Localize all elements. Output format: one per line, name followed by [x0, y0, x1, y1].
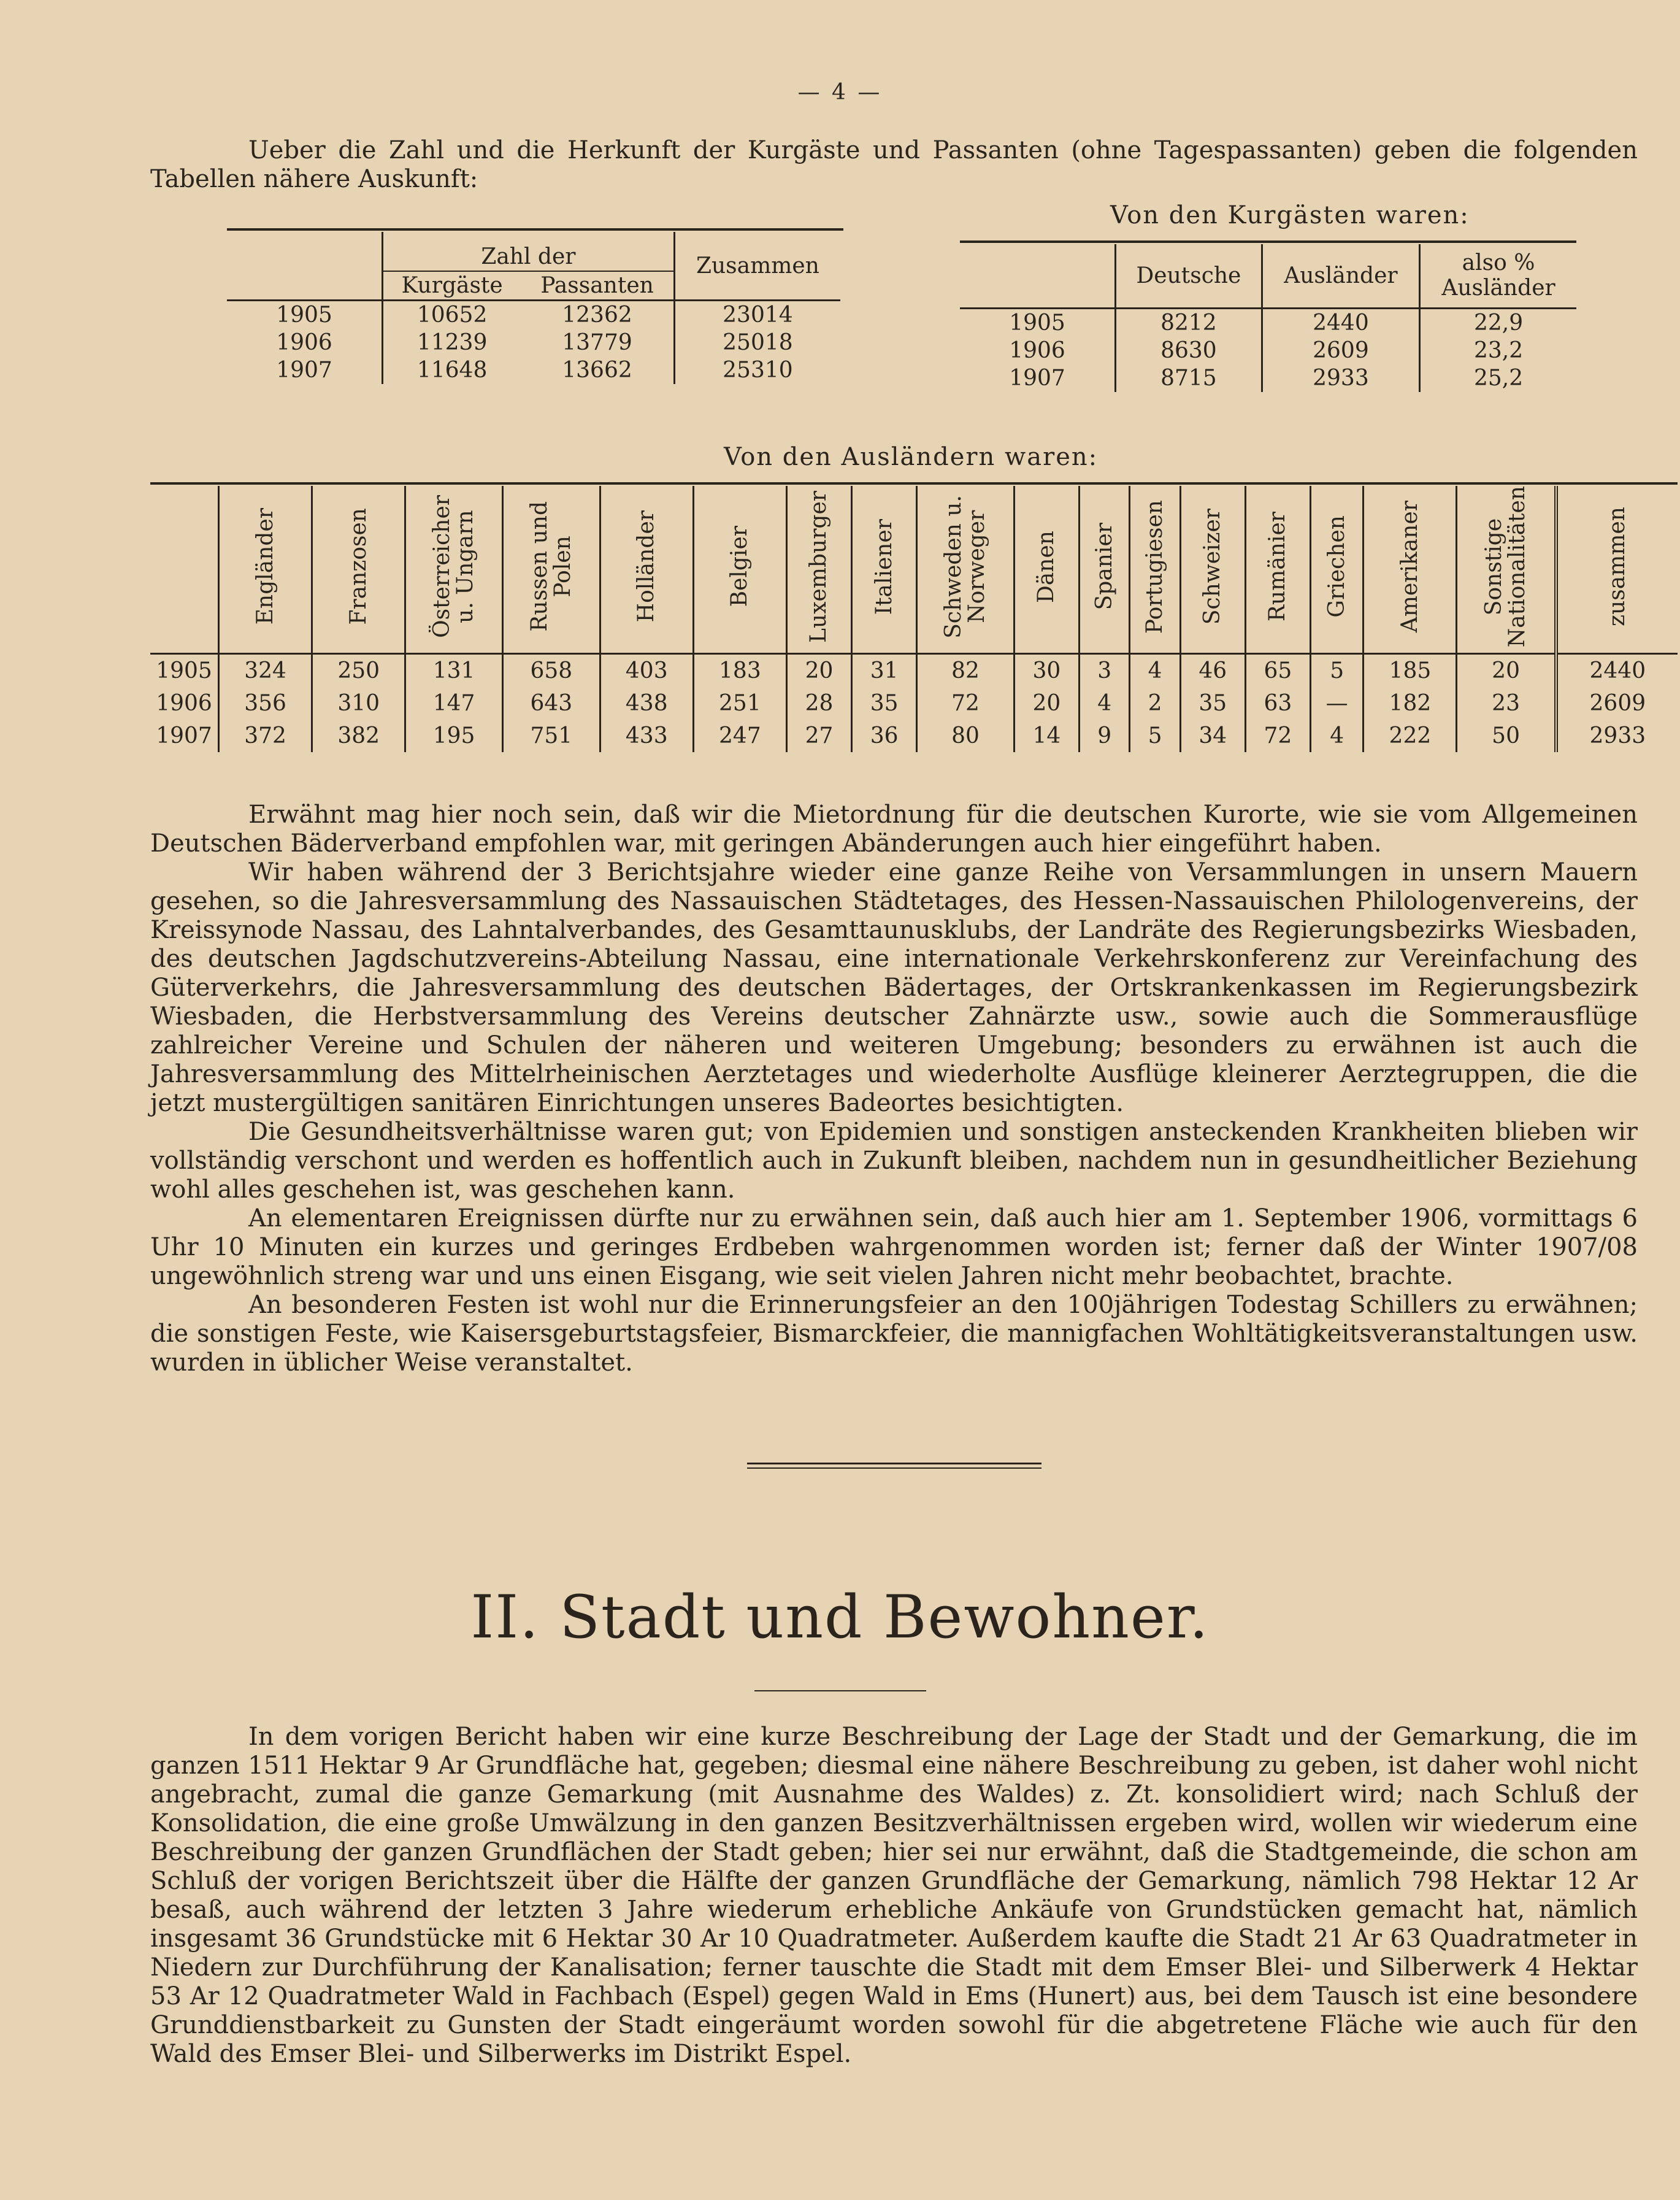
table3-cell: 403 [600, 654, 693, 688]
table2-year: 1905 [1009, 310, 1065, 336]
table3-col-header [1180, 486, 1245, 654]
heading-underline [754, 1690, 926, 1691]
table2-year: 1906 [1009, 337, 1065, 363]
table1-col-passanten: Passanten [540, 273, 654, 298]
table3-year: 1907 [156, 723, 212, 749]
table3-col-header [1014, 486, 1079, 654]
table3-cell: 35 [1180, 687, 1245, 720]
table3-cell: 46 [1180, 654, 1245, 688]
table3-cell: 438 [600, 687, 693, 720]
table2-year: 1907 [1009, 365, 1065, 391]
table3-cell: 82 [917, 654, 1015, 688]
table1-year: 1905 [276, 302, 332, 328]
table-foreigners-by-nationality [150, 486, 1678, 752]
table3-col-header [1245, 486, 1310, 654]
table3-cell: 30 [1014, 654, 1079, 688]
table3-cell: 65 [1245, 654, 1310, 688]
table2-cell: 8715 [1116, 364, 1262, 392]
table3-col-header-label: Amerikaner [1397, 501, 1422, 633]
table3-cell: 72 [1245, 720, 1310, 752]
table3-cell: 34 [1180, 720, 1245, 752]
table3-cell: 658 [502, 654, 600, 688]
table3-cell: 72 [917, 687, 1015, 720]
table2-cell: 25,2 [1420, 364, 1576, 392]
section-divider [747, 1467, 1041, 1469]
table1-cell: 13662 [562, 358, 632, 383]
table3-cell: 4 [1130, 654, 1180, 688]
table3-col-header [600, 486, 693, 654]
table3-cell: 247 [693, 720, 786, 752]
table3-cell: 80 [917, 720, 1015, 752]
table1-cell: 10652 [383, 301, 521, 329]
table3-cell: 20 [1014, 687, 1079, 720]
table3-col-header [786, 486, 851, 654]
table3-cell: 185 [1364, 654, 1457, 688]
table3-cell: 372 [219, 720, 312, 752]
table3-cell: 5 [1130, 720, 1180, 752]
table2-cell: 23,2 [1420, 337, 1576, 364]
table3-col-header [1364, 486, 1457, 654]
table3-col-header [1079, 486, 1129, 654]
table1-col-zusammen: Zusammen [674, 232, 840, 301]
table1-cell: 23014 [674, 301, 840, 329]
paragraph-feste: An besonderen Festen ist wohl nur die Erinnerungsfeier an den 100jährigen Todestag Schillers zu erwähnen; die sonstigen Feste, wie Kaisersgeburtstagsfeier, Bismarckfeier, die mannigfachen Wohltätigkeitsveranstaltungen usw. wurden in üblicher Weise veranstaltet. [150, 1291, 1638, 1377]
table1-cell: 25018 [674, 329, 840, 356]
table3-cell: 2933 [1556, 720, 1678, 752]
table3-cell: 35 [852, 687, 917, 720]
table3-caption: Von den Ausländern waren: [724, 443, 1099, 471]
table3-col-header [1556, 486, 1678, 654]
table3-cell: 14 [1014, 720, 1079, 752]
table1-top-rule [227, 228, 843, 231]
table3-cell: 4 [1310, 720, 1363, 752]
table1-cell: 25310 [674, 356, 840, 384]
table2-col-deutsche: Deutsche [1116, 244, 1262, 308]
table3-cell: 50 [1457, 720, 1556, 752]
table3-col-header-label: Belgier [727, 526, 753, 607]
paragraph-ereignisse: An elementaren Ereignissen dürfte nur zu erwähnen sein, daß auch hier am 1. September 1906, vormittags 6 Uhr 10 Minuten ein kurzes und geringes Erdbeben wahrgenommen worden ist; ferner daß der Winter 1907/08 ungewöhnlich streng war und uns einen Eisgang, wie seit vielen Jahren nicht mehr beobachtet, brachte. [150, 1204, 1638, 1290]
table3-col-header [1130, 486, 1180, 654]
table3-cell: 23 [1457, 687, 1556, 720]
table3-cell: 310 [312, 687, 405, 720]
table1-cell: 13779 [562, 330, 632, 355]
table3-cell: 250 [312, 654, 405, 688]
table3-cell: 2 [1130, 687, 1180, 720]
table3-col-header-label: Luxemburger [806, 490, 832, 643]
table3-col-header-label: zusammen [1605, 507, 1630, 627]
table2-cell: 2609 [1262, 337, 1419, 364]
table2-top-rule [960, 240, 1576, 243]
table3-cell: 324 [219, 654, 312, 688]
table3-col-header [312, 486, 405, 654]
table3-cell: — [1310, 687, 1363, 720]
table3-cell: 5 [1310, 654, 1363, 688]
page-number: — 4 — [797, 80, 883, 105]
table3-col-header [852, 486, 917, 654]
intro-paragraph: Ueber die Zahl und die Herkunft der Kurgäste und Passanten (ohne Tagespassanten) geben die folgenden Tabellen nähere Auskunft: [150, 136, 1638, 193]
table1-group-header: Zahl der [383, 232, 675, 271]
table2-cell: 2933 [1262, 364, 1419, 392]
table3-cell: 27 [786, 720, 851, 752]
table3-col-header-label: Holländer [634, 510, 659, 623]
table1-cell: 12362 [562, 302, 632, 328]
table3-col-header [917, 486, 1015, 654]
table3-cell: 2440 [1556, 654, 1678, 688]
table3-col-header-label: Sonstige Nationalitäten [1481, 486, 1530, 648]
table3-cell: 643 [502, 687, 600, 720]
section-text-block [150, 1723, 1638, 2069]
table3-cell: 4 [1079, 687, 1129, 720]
table3-col-header [693, 486, 786, 654]
table3-cell: 20 [1457, 654, 1556, 688]
table3-cell: 433 [600, 720, 693, 752]
table-guest-counts [227, 232, 840, 384]
table3-col-header-label: Engländer [252, 508, 278, 625]
table2-cell: 2440 [1262, 308, 1419, 337]
table3-col-header-label: Griechen [1324, 515, 1349, 618]
table3-col-header [219, 486, 312, 654]
table3-cell: 222 [1364, 720, 1457, 752]
table1-cell: 11239 [383, 329, 521, 356]
table1-year: 1907 [276, 358, 332, 383]
table3-cell: 9 [1079, 720, 1129, 752]
table-nationality-split [960, 244, 1576, 392]
section-divider [747, 1463, 1041, 1464]
table3-top-rule [150, 482, 1678, 485]
paragraph-gemarkung: In dem vorigen Bericht haben wir eine kurze Beschreibung der Lage der Stadt und der Gemarkung, die im ganzen 1511 Hektar 9 Ar Grundfläche hat, gegeben; diesmal eine nähere Beschreibung zu geben, ist daher wohl nicht angebracht, zumal die ganze Gemarkung (mit Ausnahme des Waldes) z. Zt. konsolidiert wird; nach Schluß der Konsolidation, die eine große Umwälzung in den ganzen Besitzverhältnissen ergeben wird, wollen wir wiederum eine Beschreibung der ganzen Grundflächen der Stadt geben; hier sei nur erwähnt, daß die Stadtgemeinde, die schon am Schluß der vorigen Berichtszeit über die Hälfte der ganzen Grundfläche der Gemarkung, nämlich 798 Hektar 12 Ar besaß, auch während der letzten 3 Jahre wiederum erhebliche Ankäufe von Grundstücken gemacht hat, nämlich insgesamt 36 Grundstücke mit 6 Hektar 30 Ar 10 Quadratmeter. Außerdem kaufte die Stadt 21 Ar 63 Quadratmeter in Niedern zur Durchführung der Kanalisation; ferner tauschte die Stadt mit dem Emser Blei- und Silberwerk 4 Hektar 53 Ar 12 Quadratmeter Wald in Fachbach (Espel) gegen Wald in Ems (Hunert) aus, bei dem Tausch ist eine besondere Grunddienstbarkeit zu Gunsten der Stadt eingeräumt worden sowohl für die abgetretene Fläche wie auch für den Wald des Emser Blei- und Silberwerks im Distrikt Espel. [150, 1723, 1638, 2068]
table3-col-header-label: Franzosen [345, 508, 371, 625]
table3-year: 1906 [156, 691, 212, 717]
table3-col-header-label: Portugiesen [1142, 499, 1168, 634]
table1-cell: 11648 [383, 356, 521, 384]
table3-col-header [502, 486, 600, 654]
table2-cell: 8212 [1116, 308, 1262, 337]
table2-caption: Von den Kurgästen waren: [1110, 201, 1470, 229]
paragraph-versammlungen: Wir haben während der 3 Berichtsjahre wieder eine ganze Reihe von Versammlungen in unsern Mauern gesehen, so die Jahresversammlung des Nassauischen Städtetages, des Hessen-Nassauischen Philologenvereins, der Kreissynode Nassau, des Lahntalverbandes, des Gesamttaunusklubs, der Landräte des Regierungsbezirks Wiesbaden, des deutschen Jagdschutzvereins-Abteilung Nassau, eine internationale Verkehrskonferenz zur Vereinfachung des Güterverkehrs, die Jahresversammlung des deutschen Bädertages, der Ortskrankenkassen im Regierungsbezirk Wiesbaden, die Herbstversammlung des Vereins deutscher Zahnärzte usw., sowie auch die Sommerausflüge zahlreicher Vereine und Schulen der näheren und weiteren Umgebung; besonders zu erwähnen ist auch die Jahresversammlung des Mittelrheinischen Aerztetages und wiederholte Ausflüge kleinerer Aerztegruppen, die die jetzt mustergültigen sanitären Einrichtungen unseres Badeortes besichtigten. [150, 858, 1638, 1117]
table3-col-header [405, 486, 503, 654]
table3-col-header-label: Spanier [1091, 523, 1117, 610]
table1-year: 1906 [276, 330, 332, 355]
table3-cell: 63 [1245, 687, 1310, 720]
table3-cell: 183 [693, 654, 786, 688]
table3-cell: 251 [693, 687, 786, 720]
table3-cell: 382 [312, 720, 405, 752]
paragraph-gesundheit: Die Gesundheitsverhältnisse waren gut; von Epidemien und sonstigen ansteckenden Krankheiten blieben wir vollständig verschont und werden es hoffentlich auch in Zukunft bleiben, nachdem nun in gesundheitlicher Beziehung wohl alles geschehen ist, was geschehen kann. [150, 1118, 1638, 1204]
table3-cell: 20 [786, 654, 851, 688]
table3-col-header-label: Dänen [1034, 530, 1059, 603]
table2-cell: 8630 [1116, 337, 1262, 364]
table2-col-prozent: also % Ausländer [1420, 244, 1576, 308]
table3-cell: 195 [405, 720, 503, 752]
table3-col-header-label: Österreicher u. Ungarn [429, 495, 478, 639]
table3-cell: 356 [219, 687, 312, 720]
table3-cell: 751 [502, 720, 600, 752]
table3-cell: 3 [1079, 654, 1129, 688]
table3-col-header [1310, 486, 1363, 654]
table3-col-header-label: Russen und Polen [526, 501, 575, 632]
table3-cell: 31 [852, 654, 917, 688]
table3-col-header-label: Rumänier [1265, 512, 1291, 622]
table3-year: 1905 [156, 658, 212, 684]
table3-cell: 28 [786, 687, 851, 720]
table2-cell: 22,9 [1420, 308, 1576, 337]
table3-col-header-label: Schweizer [1200, 509, 1225, 625]
table3-col-header-label: Italiener [871, 518, 897, 615]
table3-cell: 36 [852, 720, 917, 752]
table3-col-header-label: Schweden u. Norweger [941, 494, 990, 639]
section-heading: II. Stadt und Bewohner. [470, 1583, 1210, 1652]
table3-cell: 131 [405, 654, 503, 688]
table3-col-header [1457, 486, 1556, 654]
table1-col-kurgaeste: Kurgäste [383, 271, 521, 301]
table3-cell: 182 [1364, 687, 1457, 720]
table3-cell: 147 [405, 687, 503, 720]
report-text-block [150, 801, 1638, 1377]
paragraph-mietordnung: Erwähnt mag hier noch sein, daß wir die Mietordnung für die deutschen Kurorte, wie sie vom Allgemeinen Deutschen Bäderverband empfohlen war, mit geringen Abänderungen auch hier eingeführt haben. [150, 801, 1638, 858]
table3-cell: 2609 [1556, 687, 1678, 720]
table2-col-auslaender: Ausländer [1262, 244, 1419, 308]
